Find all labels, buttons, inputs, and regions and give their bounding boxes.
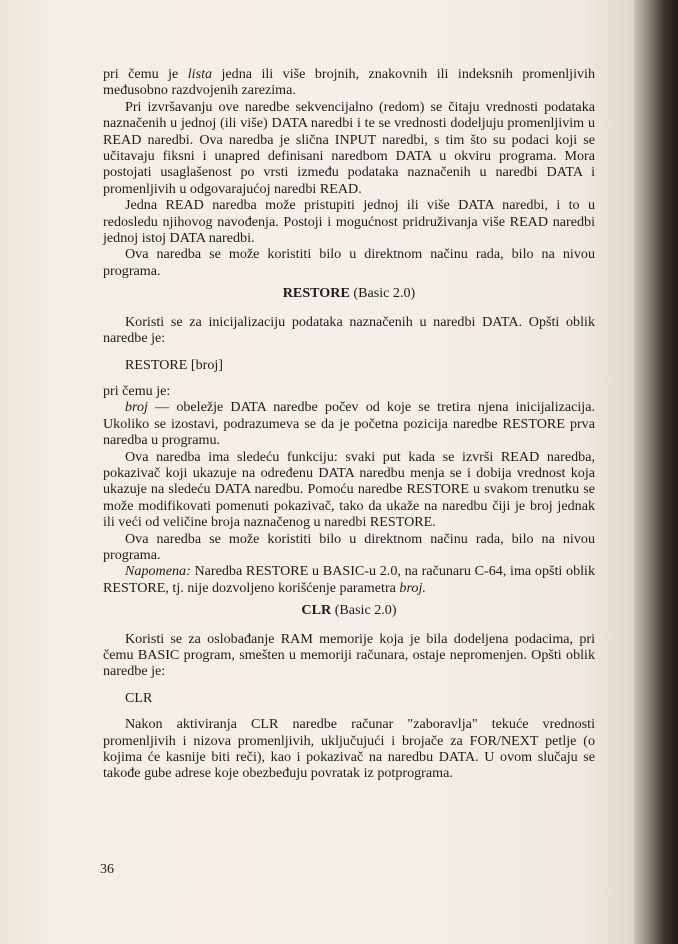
paragraph-read-execution: Pri izvršavanju ove naredbe sekvencijalno (redom) se čitaju vrednosti podataka naznačenih u jednoj (ili više) DATA naredbi i te se vrednosti dodeljuju promenljivim u READ naredbi. Ova naredba je slična INPUT naredbi, s tim što su podaci koji se učitavaju fiksni i unapred definisani naredbom DATA u okviru programa. Mora postojati usaglašenost po vrsti između podataka naznačenih u naredbi DATA i promenljivih u odgovarajućoj naredbi READ. <box>103 98 595 197</box>
italic-term: broj <box>125 399 148 416</box>
paragraph-restore-mode: Ova naredba se može koristiti bilo u direktnom načinu rada, bilo na nivou programa. <box>103 530 595 563</box>
paragraph-lista: pri čemu je lista jedna ili više brojnih, znakovnih ili indeksnih promenljivih međusobno razdvojenih zarezima. <box>103 66 596 99</box>
page-number: 36 <box>100 862 114 877</box>
page-text <box>103 66 595 782</box>
italic-term: broj. <box>399 579 426 596</box>
paragraph-restore-where: pri čemu je: <box>103 382 171 399</box>
italic-term: lista <box>187 66 213 82</box>
section-heading-clr: CLR (Basic 2.0) <box>301 602 397 619</box>
syntax-restore: RESTORE [broj] <box>125 356 224 373</box>
paragraph-clr-effect: Nakon aktiviranja CLR naredbe računar "zaboravlja" tekuće vrednosti promenljivih i nizova promenljivih, uključujući i brojače za FOR/NEXT petlje (o kojima će kasnije biti reči), kao i pokazivač na naredbu DATA. U ovom slučaju se takođe gube adrese koje obezbeđuju povratak iz potprograma. <box>103 716 595 782</box>
paragraph-restore-function: Ova naredba ima sledeću funkciju: svaki put kada se izvrši READ naredba, pokazivač koji ukazuje na određenu DATA naredbu menja se i dobija vrednost koja ukazuje na sledeću DATA naredbu. Pomoću naredbe RESTORE u svakom trenutku se može modifikovati pomenuti pokazivač, tako da ukaže na naredbu čiji je broj jednak ili veći od veličine broja naznačenog u naredbi RESTORE. <box>103 448 595 531</box>
book-spine-shadow <box>634 0 678 944</box>
syntax-clr: CLR <box>125 689 153 706</box>
paragraph-restore-param: broj — obeležje DATA naredbe počev od koje se tretira njena inicijalizacija. Ukoliko se izostavi, podrazumeva se da je početna pozicija naredbe RESTORE prva naredba u programu. <box>103 399 595 449</box>
paragraph-restore-purpose: Koristi se za inicijalizaciju podataka naznačenih u naredbi DATA. Opšti oblik naredbe je: <box>103 313 595 347</box>
note-label: Napomena: <box>125 563 191 580</box>
paragraph-clr-purpose: Koristi se za oslobađanje RAM memorije koja je bila dodeljena podacima, pri čemu BASIC program, smešten u memoriji računara, ostaje nepromenjen. Opšti oblik naredbe je: <box>103 630 595 680</box>
paragraph-note: Napomena: Naredba RESTORE u BASIC-u 2.0, na računaru C-64, ima opšti oblik RESTORE, tj. nije dozvoljeno korišćenje parametra broj. <box>103 563 595 596</box>
section-heading-restore: RESTORE (Basic 2.0) <box>282 285 416 302</box>
paragraph-read-access: Jedna READ naredba može pristupiti jednoj ili više DATA naredbi, i to u redosledu njihovog navođenja. Postoji i mogućnost pridruživanja više READ naredbi jednoj istoj DATA naredbi. <box>103 197 595 247</box>
paragraph-read-mode: Ova naredba se može koristiti bilo u direktnom načinu rada, bilo na nivou programa. <box>103 246 595 279</box>
